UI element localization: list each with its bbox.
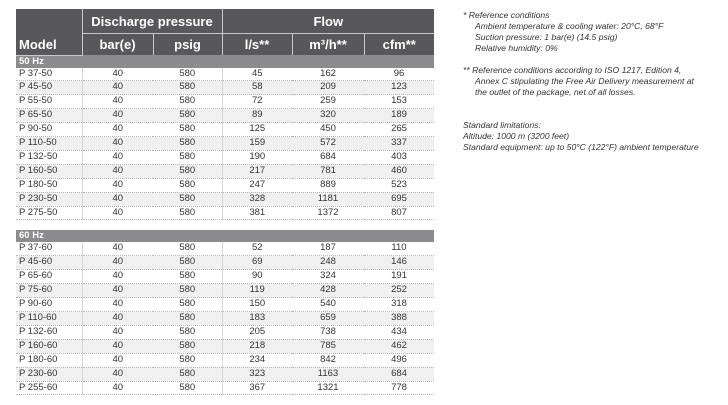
ls-cell: 217 (222, 164, 292, 178)
cfm-cell: 153 (364, 95, 434, 109)
bar-cell: 40 (82, 325, 153, 339)
specifications-table-container (16, 9, 434, 395)
psig-cell: 580 (153, 164, 222, 178)
model-cell: P 65-50 (16, 109, 82, 123)
bar-cell: 40 (82, 68, 153, 81)
cfm-cell: 191 (364, 270, 434, 284)
psig-cell: 580 (153, 312, 222, 326)
bar-cell: 40 (82, 298, 153, 312)
cfm-cell: 496 (364, 353, 434, 367)
note-line: ** Reference conditions according to ISO 1217, Edition 4, (463, 65, 682, 75)
psig-cell: 580 (153, 137, 222, 151)
bar-cell: 40 (82, 206, 153, 220)
frequency-group-header (16, 230, 434, 242)
ls-cell: 367 (222, 381, 292, 395)
psig-cell: 580 (153, 325, 222, 339)
model-cell: P 230-60 (16, 367, 82, 381)
cfm-cell: 337 (364, 137, 434, 151)
note-line: Annex C stipulating the Free Air Delivery measurement at (475, 76, 694, 86)
m3h-cell: 450 (292, 123, 364, 137)
bar-cell: 40 (82, 109, 153, 123)
table-row (16, 109, 434, 123)
m3h-cell: 785 (292, 339, 364, 353)
group-label: 50 Hz (16, 55, 434, 68)
psig-cell: 580 (153, 367, 222, 381)
m3h-cell: 320 (292, 109, 364, 123)
table-row (16, 81, 434, 95)
header-psig: psig (153, 34, 222, 56)
psig-cell: 580 (153, 270, 222, 284)
m3h-cell: 738 (292, 325, 364, 339)
table-row (16, 206, 434, 220)
ls-cell: 234 (222, 353, 292, 367)
frequency-group-header (16, 55, 434, 68)
standard-limitations-note (463, 120, 723, 153)
m3h-cell: 324 (292, 270, 364, 284)
m3h-cell: 1372 (292, 206, 364, 220)
cfm-cell: 265 (364, 123, 434, 137)
cfm-cell: 388 (364, 312, 434, 326)
table-row (16, 353, 434, 367)
model-cell: P 275-50 (16, 206, 82, 220)
cfm-cell: 252 (364, 284, 434, 298)
note-line: Suction pressure: 1 bar(e) (14.5 psig) (475, 32, 618, 42)
ls-cell: 69 (222, 256, 292, 270)
table-row (16, 178, 434, 192)
m3h-cell: 187 (292, 242, 364, 255)
psig-cell: 580 (153, 68, 222, 81)
model-cell: P 110-60 (16, 312, 82, 326)
model-cell: P 90-60 (16, 298, 82, 312)
table-row (16, 381, 434, 395)
ls-cell: 328 (222, 192, 292, 206)
ls-cell: 159 (222, 137, 292, 151)
cfm-cell: 460 (364, 164, 434, 178)
model-cell: P 180-60 (16, 353, 82, 367)
model-cell: P 132-50 (16, 150, 82, 164)
model-cell: P 37-50 (16, 68, 82, 81)
model-cell: P 75-60 (16, 284, 82, 298)
table-row (16, 150, 434, 164)
bar-cell: 40 (82, 137, 153, 151)
bar-cell: 40 (82, 150, 153, 164)
ls-cell: 218 (222, 339, 292, 353)
bar-cell: 40 (82, 284, 153, 298)
m3h-cell: 259 (292, 95, 364, 109)
model-cell: P 160-50 (16, 164, 82, 178)
header-cfm: cfm** (364, 34, 434, 56)
ls-cell: 205 (222, 325, 292, 339)
ls-cell: 89 (222, 109, 292, 123)
cfm-cell: 434 (364, 325, 434, 339)
ls-cell: 58 (222, 81, 292, 95)
table-row (16, 367, 434, 381)
m3h-cell: 1181 (292, 192, 364, 206)
ls-cell: 72 (222, 95, 292, 109)
bar-cell: 40 (82, 192, 153, 206)
m3h-cell: 889 (292, 178, 364, 192)
note-line: Altitude: 1000 m (3200 feet) (463, 131, 570, 141)
m3h-cell: 659 (292, 312, 364, 326)
bar-cell: 40 (82, 95, 153, 109)
ls-cell: 119 (222, 284, 292, 298)
psig-cell: 580 (153, 339, 222, 353)
header-ls: l/s** (222, 34, 292, 56)
header-flow: Flow (222, 9, 434, 34)
psig-cell: 580 (153, 178, 222, 192)
bar-cell: 40 (82, 312, 153, 326)
m3h-cell: 428 (292, 284, 364, 298)
psig-cell: 580 (153, 381, 222, 395)
table-row (16, 192, 434, 206)
m3h-cell: 572 (292, 137, 364, 151)
ls-cell: 45 (222, 68, 292, 81)
cfm-cell: 318 (364, 298, 434, 312)
psig-cell: 580 (153, 242, 222, 255)
ls-cell: 90 (222, 270, 292, 284)
model-cell: P 55-50 (16, 95, 82, 109)
table-row (16, 68, 434, 81)
psig-cell: 580 (153, 123, 222, 137)
cfm-cell: 684 (364, 367, 434, 381)
cfm-cell: 807 (364, 206, 434, 220)
bar-cell: 40 (82, 367, 153, 381)
cfm-cell: 96 (364, 68, 434, 81)
bar-cell: 40 (82, 339, 153, 353)
ls-cell: 247 (222, 178, 292, 192)
bar-cell: 40 (82, 270, 153, 284)
ls-cell: 190 (222, 150, 292, 164)
table-row (16, 137, 434, 151)
psig-cell: 580 (153, 109, 222, 123)
ls-cell: 381 (222, 206, 292, 220)
psig-cell: 580 (153, 256, 222, 270)
table-row (16, 298, 434, 312)
m3h-cell: 248 (292, 256, 364, 270)
model-cell: P 45-50 (16, 81, 82, 95)
model-cell: P 65-60 (16, 270, 82, 284)
psig-cell: 580 (153, 353, 222, 367)
bar-cell: 40 (82, 242, 153, 255)
note-line: Ambient temperature & cooling water: 20°C, 68°F (475, 21, 664, 31)
psig-cell: 580 (153, 81, 222, 95)
cfm-cell: 146 (364, 256, 434, 270)
psig-cell: 580 (153, 284, 222, 298)
cfm-cell: 778 (364, 381, 434, 395)
psig-cell: 580 (153, 150, 222, 164)
table-body (16, 55, 434, 395)
group-label: 60 Hz (16, 230, 434, 242)
cfm-cell: 189 (364, 109, 434, 123)
table-row (16, 95, 434, 109)
bar-cell: 40 (82, 256, 153, 270)
table-row (16, 312, 434, 326)
model-cell: P 90-50 (16, 123, 82, 137)
model-cell: P 45-60 (16, 256, 82, 270)
ls-cell: 52 (222, 242, 292, 255)
model-cell: P 160-60 (16, 339, 82, 353)
table-row (16, 242, 434, 255)
note-line: the outlet of the package, net of all losses. (475, 87, 636, 97)
table-row (16, 270, 434, 284)
m3h-cell: 1163 (292, 367, 364, 381)
cfm-cell: 695 (364, 192, 434, 206)
table-row (16, 256, 434, 270)
header-m3h: m³/h** (292, 34, 364, 56)
cfm-cell: 110 (364, 242, 434, 255)
table-row (16, 325, 434, 339)
psig-cell: 580 (153, 206, 222, 220)
ls-cell: 183 (222, 312, 292, 326)
m3h-cell: 540 (292, 298, 364, 312)
m3h-cell: 1321 (292, 381, 364, 395)
bar-cell: 40 (82, 381, 153, 395)
cfm-cell: 523 (364, 178, 434, 192)
bar-cell: 40 (82, 123, 153, 137)
specifications-table (16, 9, 434, 395)
model-cell: P 230-50 (16, 192, 82, 206)
header-model: Model (16, 9, 82, 55)
m3h-cell: 162 (292, 68, 364, 81)
table-row (16, 339, 434, 353)
model-cell: P 180-50 (16, 178, 82, 192)
cfm-cell: 462 (364, 339, 434, 353)
m3h-cell: 684 (292, 150, 364, 164)
bar-cell: 40 (82, 353, 153, 367)
psig-cell: 580 (153, 192, 222, 206)
ls-cell: 125 (222, 123, 292, 137)
psig-cell: 580 (153, 95, 222, 109)
group-spacer (16, 220, 434, 231)
psig-cell: 580 (153, 298, 222, 312)
header-bar: bar(e) (82, 34, 153, 56)
model-cell: P 37-60 (16, 242, 82, 255)
ls-cell: 323 (222, 367, 292, 381)
note-line: Standard limitations: (463, 120, 541, 130)
reference-conditions-note (463, 10, 723, 54)
table-row (16, 284, 434, 298)
model-cell: P 110-50 (16, 137, 82, 151)
note-line: Relative humidity: 0% (475, 43, 558, 53)
m3h-cell: 842 (292, 353, 364, 367)
model-cell: P 255-60 (16, 381, 82, 395)
ls-cell: 150 (222, 298, 292, 312)
model-cell: P 132-60 (16, 325, 82, 339)
note-line: Standard equipment: up to 50°C (122°F) ambient temperature (463, 142, 699, 152)
table-row (16, 164, 434, 178)
bar-cell: 40 (82, 164, 153, 178)
m3h-cell: 781 (292, 164, 364, 178)
header-discharge-pressure: Discharge pressure (82, 9, 222, 34)
table-row (16, 123, 434, 137)
notes-panel (463, 10, 723, 153)
bar-cell: 40 (82, 81, 153, 95)
note-line: * Reference conditions (463, 10, 550, 20)
cfm-cell: 403 (364, 150, 434, 164)
cfm-cell: 123 (364, 81, 434, 95)
bar-cell: 40 (82, 178, 153, 192)
iso-reference-note (463, 65, 723, 98)
m3h-cell: 209 (292, 81, 364, 95)
